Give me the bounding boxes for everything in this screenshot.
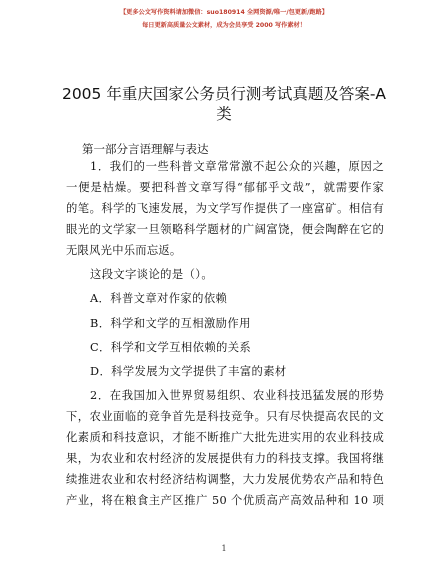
question-1-line: 1．我们的一些科普文章常常激不起公众的兴趣，原因之 bbox=[90, 160, 384, 173]
option-d: D．科学发展为文学提供了丰富的素材 bbox=[90, 365, 287, 378]
question-2-line: 果，为农业和农村经济的发展提供有力的科技支撑。我国将继 bbox=[66, 452, 384, 465]
section-heading: 第一部分言语理解与表达 bbox=[82, 142, 209, 156]
document-title-line-1: 2005 年重庆国家公务员行测考试真题及答案-A bbox=[61, 85, 387, 103]
question-2-line: 续推进农业和农村经济结构调整，大力发展优势农产品和特色 bbox=[66, 473, 384, 486]
question-2-line: 化素质和科技意识，才能不断推广大批先进实用的农业科技成 bbox=[66, 431, 384, 444]
document-title-line-2: 类 bbox=[216, 105, 232, 123]
question-1-line: 的笔。科学的飞速发展，为文学写作提供了一座富矿。相信有 bbox=[66, 202, 384, 215]
question-1-line: 无限风光中乐而忘返。 bbox=[66, 244, 182, 257]
option-b: B．科学和文学的互相激励作用 bbox=[90, 317, 251, 330]
option-a: A．科普文章对作家的依赖 bbox=[90, 292, 228, 305]
question-1-line: 眼光的文学家一旦领略科学题材的广阔富饶，便会陶醉在它的 bbox=[66, 223, 384, 236]
promo-banner-line-2: 每日更新高质量公文素材，成为会员享受 2000 写作素材！ bbox=[142, 22, 306, 29]
question-2-line: 下，农业面临的竞争首先是科技竞争。只有尽快提高农民的文 bbox=[66, 410, 384, 423]
question-2-line: 产业，将在粮食主产区推广 50 个优质高产高效品种和 10 项 bbox=[66, 494, 384, 507]
question-1-prompt: 这段文字谈论的是（）。 bbox=[90, 268, 214, 281]
option-c: C．科学和文学互相依赖的关系 bbox=[90, 341, 252, 354]
question-2-line: 2．在我国加入世界贸易组织、农业科技迅猛发展的形势 bbox=[90, 389, 384, 402]
question-1-line: 一便是枯燥。要把科普文章写得“郁郁乎文哉”，就需要作家 bbox=[66, 181, 384, 194]
promo-banner-line-1: 【更多公文写作资料请加微信：suo180914 全网资源/唯一/包更新/跑路】 bbox=[120, 9, 328, 16]
page-number: 1 bbox=[221, 544, 227, 553]
